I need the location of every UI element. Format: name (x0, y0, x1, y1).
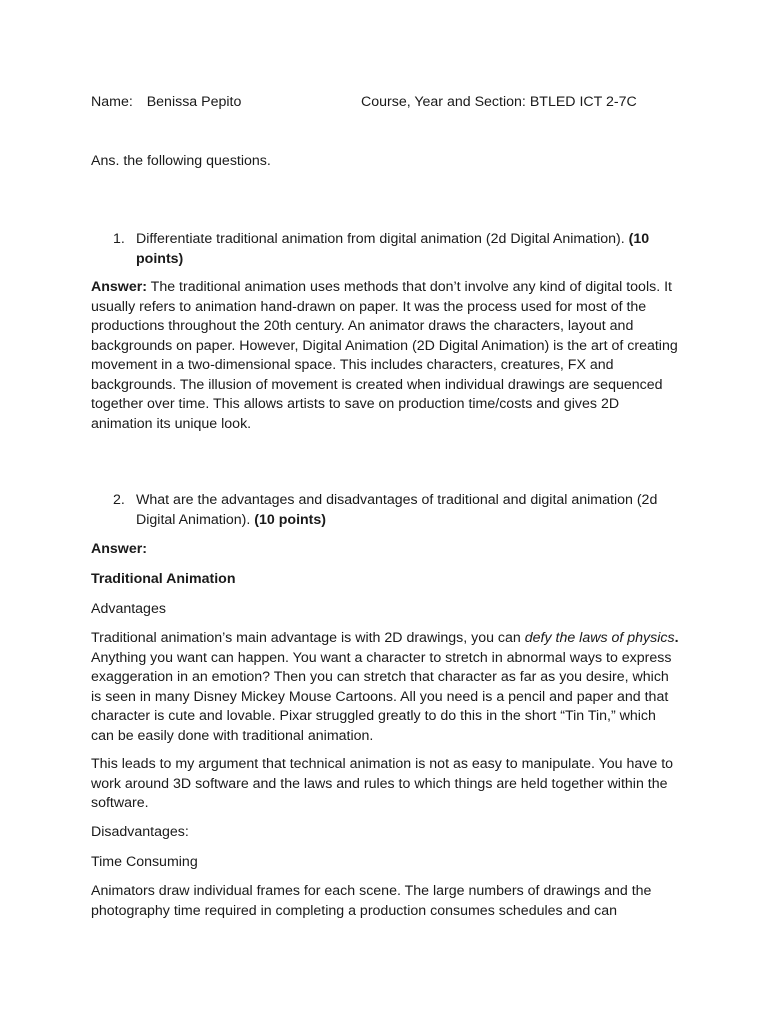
answer-2-label (91, 540, 147, 560)
course-field (361, 93, 637, 113)
question-2 (136, 491, 681, 530)
advantages-paragraph-2: This leads to my argument that technical animation is not as easy to manipulate. You have to work around 3D software and the laws and rules to which things are held together within the software. (91, 756, 674, 811)
answer-1-label: Answer: (91, 279, 147, 295)
name-value: Benissa Pepito (146, 94, 242, 110)
traditional-heading (91, 570, 236, 590)
adv-p1-rest: Anything you want can happen. You want a character to stretch in abnormal ways to express exaggeration in an emotion? Then you can stretch that character as far as you desire, which is seen in many Disney Mickey Mouse Cartoons. All you need is a pencil and paper and that character is cute and lovable. Pixar struggled greatly to do this in the short “Tin Tin,” which can be easily done with traditional animation. (91, 649, 672, 744)
name-label: Name: (91, 94, 133, 110)
advantages-paragraph-1 (91, 629, 681, 746)
question-1 (136, 230, 681, 269)
traditional-heading-text: Traditional Animation (91, 571, 236, 587)
adv-p1-dot: . (674, 630, 679, 646)
answer-1 (91, 278, 681, 434)
course-label: Course, Year and Section: (361, 94, 526, 110)
question-2-text: What are the advantages and disadvantages of traditional and digital animation (2d Digital Animation). (136, 492, 658, 528)
instructions-text: Ans. the following questions. (91, 153, 271, 169)
question-1-number: 1. (113, 231, 125, 247)
question-1-text: Differentiate traditional animation from digital animation (2d Digital Animation). (136, 231, 625, 247)
answer-2-label-text: Answer: (91, 541, 147, 557)
question-2-number: 2. (113, 492, 125, 508)
disadvantages-label: Disadvantages: (91, 824, 189, 840)
name-field (91, 93, 241, 113)
advantages-label: Advantages (91, 601, 166, 617)
question-2-points: (10 points) (254, 511, 327, 528)
disadvantages-paragraph-1: Animators draw individual frames for each scene. The large numbers of drawings and the photography time required in completing a production consumes schedules and can (91, 883, 652, 919)
answer-1-text: The traditional animation uses methods that don’t involve any kind of digital tools. It usually refers to animation hand-drawn on paper. It was the process used for most of the productions throughout the 20th century. An animator draws the characters, layout and backgrounds on paper. However, Digital Animation (2D Digital Animation) is the art of creating movement in a two-dimensional space. This includes characters, creatures, FX and backgrounds. The illusion of movement is created when individual drawings are sequenced together over time. This allows artists to save on production time/costs and gives 2D animation its unique look. (91, 279, 678, 432)
adv-p1-start: Traditional animation’s main advantage is with 2D drawings, you can (91, 630, 525, 646)
time-consuming-label: Time Consuming (91, 854, 198, 870)
question-1-points: (10 points) (136, 231, 650, 267)
course-value: BTLED ICT 2-7C (529, 94, 637, 110)
adv-p1-italic: defy the laws of physics (524, 630, 675, 646)
